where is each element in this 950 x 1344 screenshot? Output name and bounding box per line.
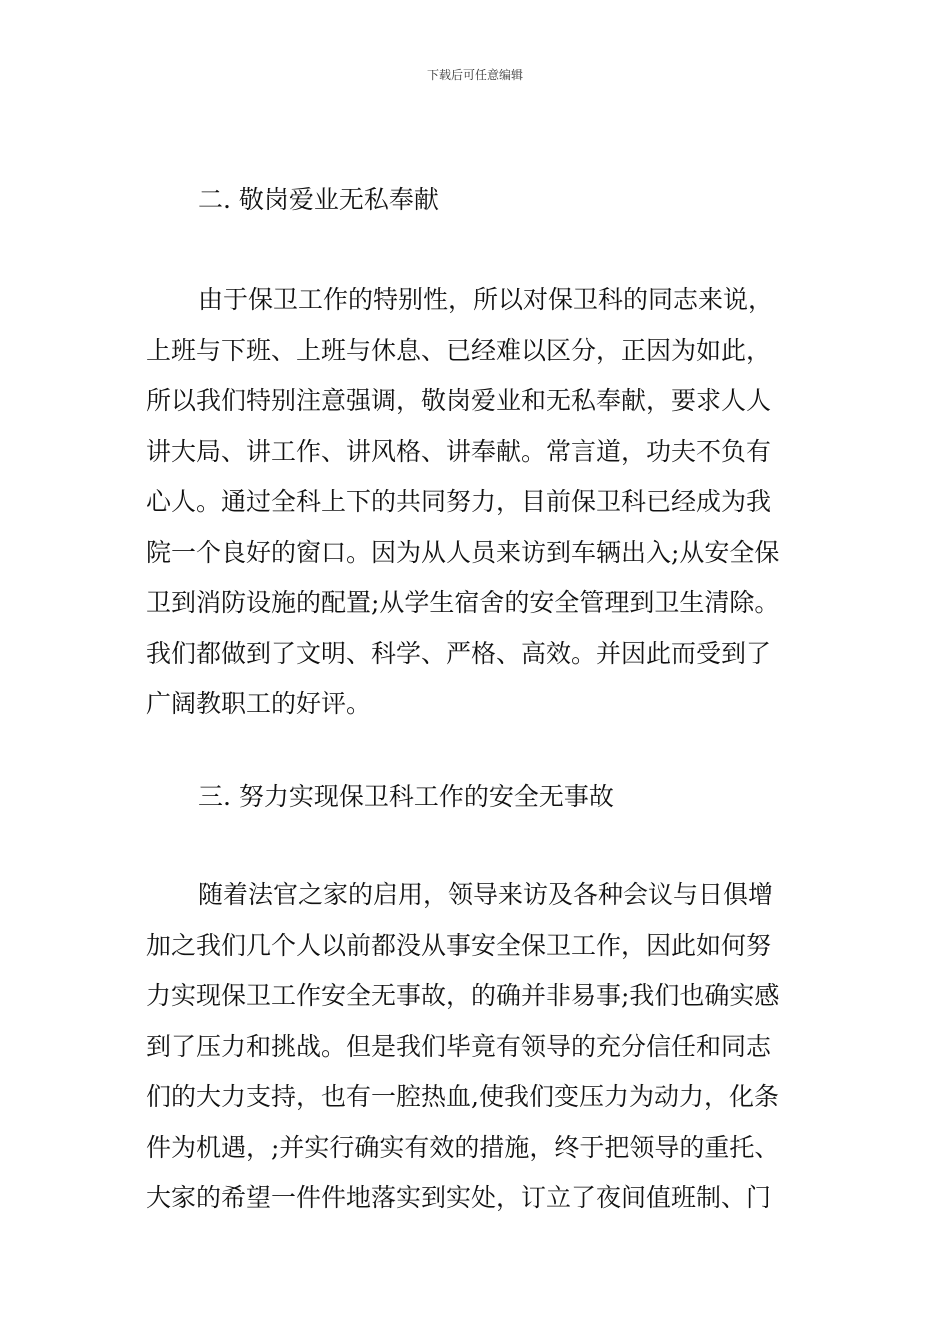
paragraph-line: 随着法官之家的启用，领导来访及各种会议与日俱增: [198, 880, 774, 909]
paragraph-line: 由于保卫工作的特别性，所以对保卫科的同志来说，: [198, 285, 774, 314]
paragraph-line: 大家的希望一件件地落实到实处，订立了夜间值班制、门: [146, 1183, 772, 1212]
paragraph-line: 心人。通过全科上下的共同努力，目前保卫科已经成为我: [146, 487, 772, 516]
paragraph-line: 院一个良好的窗口。因为从人员来访到车辆出入;从安全保: [146, 537, 780, 567]
section-3-paragraph: [146, 870, 816, 1224]
paragraph-line: 讲大局、讲工作、讲风格、讲奉献。常言道，功夫不负有: [146, 436, 772, 466]
paragraph-line: 所以我们特别注意强调，敬岗爱业和无私奉献，要求人人: [146, 386, 772, 415]
paragraph-line: 上班与下班、上班与休息、已经难以区分，正因为如此，: [146, 335, 772, 365]
section-3-heading: 三. 努力实现保卫科工作的安全无事故: [198, 782, 614, 811]
paragraph-line: 我们都做到了文明、科学、严格、高效。并因此而受到了: [146, 638, 772, 668]
paragraph-line: 力实现保卫工作安全无事故，的确并非易事;我们也确实感: [146, 981, 780, 1010]
paragraph-line: 件为机遇，;并实行确实有效的措施，终于把领导的重托、: [146, 1132, 780, 1162]
page-header-note: 下载后可任意编辑: [426, 68, 523, 82]
section-2-paragraph: [146, 275, 816, 730]
paragraph-line: 广阔教职工的好评。: [146, 689, 372, 718]
paragraph-line: 加之我们几个人以前都没从事安全保卫工作，因此如何努: [146, 930, 772, 960]
paragraph-line: 卫到消防设施的配置;从学生宿舍的安全管理到卫生清除。: [146, 588, 780, 617]
paragraph-line: 到了压力和挑战。但是我们毕竟有领导的充分信任和同志: [146, 1031, 772, 1061]
section-2-heading: 二. 敬岗爱业无私奉献: [198, 185, 439, 214]
paragraph-line: 们的大力支持，也有一腔热血,使我们变压力为动力，化条: [146, 1082, 779, 1111]
